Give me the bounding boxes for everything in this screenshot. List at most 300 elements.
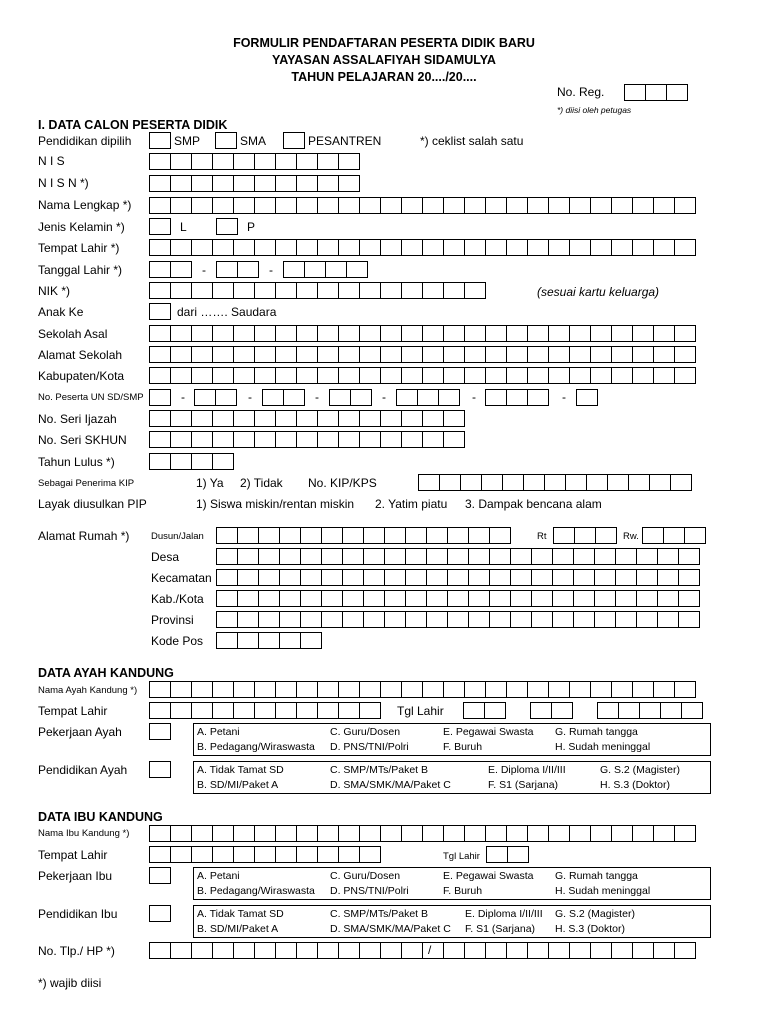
char-cell[interactable] [149,218,171,235]
char-cell[interactable] [283,261,305,278]
char-cell[interactable] [380,825,402,842]
char-cell[interactable] [468,611,490,628]
char-cell[interactable] [212,431,234,448]
char-cell[interactable] [548,239,570,256]
char-cell[interactable] [447,611,469,628]
char-cell[interactable] [317,410,339,427]
char-cell[interactable] [279,590,301,607]
nisn-boxes[interactable] [149,175,360,192]
char-cell[interactable] [279,548,301,565]
char-cell[interactable] [170,681,192,698]
char-cell[interactable] [405,569,427,586]
char-cell[interactable] [296,825,318,842]
char-cell[interactable] [283,389,305,406]
char-cell[interactable] [149,389,171,406]
pendidikan-ayah-box[interactable] [149,761,171,778]
char-cell[interactable] [317,825,339,842]
char-cell[interactable] [666,84,688,101]
char-cell[interactable] [569,942,591,959]
tgl-month-boxes[interactable] [216,261,259,278]
char-cell[interactable] [422,410,444,427]
char-cell[interactable] [191,431,213,448]
char-cell[interactable] [317,153,339,170]
char-cell[interactable] [594,590,616,607]
char-cell[interactable] [422,431,444,448]
char-cell[interactable] [632,942,654,959]
char-cell[interactable] [254,282,276,299]
char-cell[interactable] [544,474,566,491]
char-cell[interactable] [170,239,192,256]
char-cell[interactable] [283,132,305,149]
char-cell[interactable] [611,681,633,698]
char-cell[interactable] [258,569,280,586]
char-cell[interactable] [321,611,343,628]
char-cell[interactable] [216,527,238,544]
char-cell[interactable] [216,590,238,607]
char-cell[interactable] [233,431,255,448]
char-cell[interactable] [485,197,507,214]
char-cell[interactable] [489,569,511,586]
char-cell[interactable] [338,197,360,214]
char-cell[interactable] [296,153,318,170]
char-cell[interactable] [422,282,444,299]
char-cell[interactable] [363,548,385,565]
char-cell[interactable] [678,590,700,607]
char-cell[interactable] [296,325,318,342]
char-cell[interactable] [438,389,460,406]
kecamatan-boxes[interactable] [216,569,700,586]
noreg-boxes[interactable] [624,84,688,101]
char-cell[interactable] [401,431,423,448]
checkbox-pesantren[interactable] [283,132,305,149]
char-cell[interactable] [254,702,276,719]
char-cell[interactable] [149,846,171,863]
char-cell[interactable] [237,527,259,544]
char-cell[interactable] [569,197,591,214]
char-cell[interactable] [233,153,255,170]
char-cell[interactable] [317,346,339,363]
char-cell[interactable] [149,942,171,959]
char-cell[interactable] [422,367,444,384]
char-cell[interactable] [317,325,339,342]
char-cell[interactable] [447,548,469,565]
char-cell[interactable] [653,825,675,842]
char-cell[interactable] [653,367,675,384]
char-cell[interactable] [527,325,549,342]
char-cell[interactable] [565,474,587,491]
char-cell[interactable] [674,825,696,842]
char-cell[interactable] [363,527,385,544]
checkbox-p[interactable] [216,218,238,235]
char-cell[interactable] [548,681,570,698]
kabupaten-boxes[interactable] [149,367,696,384]
char-cell[interactable] [296,410,318,427]
char-cell[interactable] [401,325,423,342]
char-cell[interactable] [275,702,297,719]
char-cell[interactable] [275,282,297,299]
char-cell[interactable] [300,611,322,628]
kodepos-boxes[interactable] [216,632,322,649]
pekerjaan-ayah-box[interactable] [149,723,171,740]
char-cell[interactable] [552,569,574,586]
char-cell[interactable] [149,681,171,698]
char-cell[interactable] [279,632,301,649]
char-cell[interactable] [212,702,234,719]
char-cell[interactable] [212,346,234,363]
char-cell[interactable] [191,239,213,256]
char-cell[interactable] [611,942,633,959]
char-cell[interactable] [191,453,213,470]
char-cell[interactable] [275,431,297,448]
tempat-ayah-boxes[interactable] [149,702,381,719]
char-cell[interactable] [418,474,440,491]
char-cell[interactable] [233,325,255,342]
char-cell[interactable] [317,197,339,214]
char-cell[interactable] [275,153,297,170]
char-cell[interactable] [191,681,213,698]
char-cell[interactable] [405,611,427,628]
checkbox-sma[interactable] [215,132,237,149]
char-cell[interactable] [380,239,402,256]
peserta-box-7[interactable] [576,389,598,406]
char-cell[interactable] [632,825,654,842]
char-cell[interactable] [569,325,591,342]
char-cell[interactable] [380,325,402,342]
char-cell[interactable] [489,548,511,565]
char-cell[interactable] [216,569,238,586]
char-cell[interactable] [632,239,654,256]
char-cell[interactable] [439,474,461,491]
char-cell[interactable] [485,367,507,384]
char-cell[interactable] [636,569,658,586]
char-cell[interactable] [296,197,318,214]
char-cell[interactable] [443,410,465,427]
char-cell[interactable] [551,702,573,719]
char-cell[interactable] [468,548,490,565]
char-cell[interactable] [422,239,444,256]
char-cell[interactable] [653,239,675,256]
char-cell[interactable] [216,218,238,235]
char-cell[interactable] [216,261,238,278]
char-cell[interactable] [191,175,213,192]
char-cell[interactable] [615,569,637,586]
char-cell[interactable] [212,153,234,170]
char-cell[interactable] [649,474,671,491]
char-cell[interactable] [489,590,511,607]
char-cell[interactable] [296,367,318,384]
char-cell[interactable] [317,175,339,192]
char-cell[interactable] [485,942,507,959]
char-cell[interactable] [338,825,360,842]
char-cell[interactable] [653,681,675,698]
char-cell[interactable] [530,702,552,719]
char-cell[interactable] [215,132,237,149]
char-cell[interactable] [380,282,402,299]
char-cell[interactable] [346,261,368,278]
char-cell[interactable] [149,453,171,470]
anak-ke-box[interactable] [149,303,171,320]
peserta-box-4[interactable] [329,389,372,406]
char-cell[interactable] [464,325,486,342]
char-cell[interactable] [405,527,427,544]
char-cell[interactable] [191,282,213,299]
char-cell[interactable] [212,846,234,863]
char-cell[interactable] [401,942,423,959]
char-cell[interactable] [468,590,490,607]
char-cell[interactable] [384,611,406,628]
char-cell[interactable] [663,527,685,544]
char-cell[interactable] [149,346,171,363]
char-cell[interactable] [359,346,381,363]
char-cell[interactable] [611,325,633,342]
kab-boxes[interactable] [216,590,700,607]
char-cell[interactable] [460,474,482,491]
char-cell[interactable] [233,942,255,959]
char-cell[interactable] [485,825,507,842]
char-cell[interactable] [586,474,608,491]
char-cell[interactable] [233,282,255,299]
char-cell[interactable] [275,410,297,427]
char-cell[interactable] [531,590,553,607]
char-cell[interactable] [254,825,276,842]
char-cell[interactable] [233,367,255,384]
seri-skhun-boxes[interactable] [149,431,465,448]
rw-boxes[interactable] [642,527,706,544]
char-cell[interactable] [422,825,444,842]
char-cell[interactable] [636,548,658,565]
tempat-lahir-boxes[interactable] [149,239,696,256]
char-cell[interactable] [553,527,575,544]
char-cell[interactable] [552,611,574,628]
char-cell[interactable] [489,527,511,544]
char-cell[interactable] [506,367,528,384]
char-cell[interactable] [279,611,301,628]
char-cell[interactable] [443,367,465,384]
char-cell[interactable] [300,590,322,607]
char-cell[interactable] [527,825,549,842]
char-cell[interactable] [548,825,570,842]
char-cell[interactable] [552,548,574,565]
char-cell[interactable] [317,681,339,698]
char-cell[interactable] [149,175,171,192]
char-cell[interactable] [212,453,234,470]
char-cell[interactable] [216,632,238,649]
char-cell[interactable] [254,681,276,698]
char-cell[interactable] [653,197,675,214]
char-cell[interactable] [463,702,485,719]
char-cell[interactable] [401,239,423,256]
char-cell[interactable] [426,590,448,607]
char-cell[interactable] [329,389,351,406]
char-cell[interactable] [443,681,465,698]
char-cell[interactable] [149,239,171,256]
char-cell[interactable] [212,825,234,842]
char-cell[interactable] [422,325,444,342]
char-cell[interactable] [485,346,507,363]
char-cell[interactable] [338,153,360,170]
char-cell[interactable] [317,239,339,256]
char-cell[interactable] [484,702,506,719]
char-cell[interactable] [618,702,640,719]
char-cell[interactable] [615,611,637,628]
char-cell[interactable] [426,548,448,565]
char-cell[interactable] [548,197,570,214]
char-cell[interactable] [233,681,255,698]
char-cell[interactable] [363,611,385,628]
char-cell[interactable] [170,175,192,192]
char-cell[interactable] [170,825,192,842]
char-cell[interactable] [443,239,465,256]
char-cell[interactable] [254,325,276,342]
char-cell[interactable] [275,825,297,842]
char-cell[interactable] [317,702,339,719]
char-cell[interactable] [569,825,591,842]
char-cell[interactable] [233,346,255,363]
char-cell[interactable] [569,346,591,363]
char-cell[interactable] [212,197,234,214]
char-cell[interactable] [212,325,234,342]
char-cell[interactable] [485,389,507,406]
peserta-box-2[interactable] [194,389,237,406]
char-cell[interactable] [254,239,276,256]
char-cell[interactable] [212,175,234,192]
char-cell[interactable] [254,197,276,214]
char-cell[interactable] [191,942,213,959]
char-cell[interactable] [611,239,633,256]
char-cell[interactable] [191,153,213,170]
char-cell[interactable] [359,282,381,299]
char-cell[interactable] [300,548,322,565]
char-cell[interactable] [674,367,696,384]
char-cell[interactable] [678,548,700,565]
char-cell[interactable] [170,325,192,342]
char-cell[interactable] [321,569,343,586]
char-cell[interactable] [642,527,664,544]
char-cell[interactable] [254,175,276,192]
char-cell[interactable] [296,282,318,299]
char-cell[interactable] [653,325,675,342]
char-cell[interactable] [149,702,171,719]
char-cell[interactable] [359,942,381,959]
char-cell[interactable] [216,548,238,565]
char-cell[interactable] [233,825,255,842]
char-cell[interactable] [237,261,259,278]
char-cell[interactable] [321,548,343,565]
char-cell[interactable] [506,197,528,214]
nama-ayah-boxes[interactable] [149,681,696,698]
char-cell[interactable] [149,325,171,342]
char-cell[interactable] [300,527,322,544]
char-cell[interactable] [212,282,234,299]
char-cell[interactable] [191,325,213,342]
char-cell[interactable] [443,282,465,299]
char-cell[interactable] [611,197,633,214]
char-cell[interactable] [191,846,213,863]
char-cell[interactable] [342,590,364,607]
char-cell[interactable] [191,825,213,842]
char-cell[interactable] [595,527,617,544]
char-cell[interactable] [674,942,696,959]
char-cell[interactable] [624,84,646,101]
char-cell[interactable] [510,611,532,628]
char-cell[interactable] [275,846,297,863]
tgl-day-boxes[interactable] [149,261,192,278]
char-cell[interactable] [237,611,259,628]
rt-boxes[interactable] [553,527,617,544]
char-cell[interactable] [212,681,234,698]
char-cell[interactable] [254,153,276,170]
char-cell[interactable] [170,346,192,363]
desa-boxes[interactable] [216,548,700,565]
char-cell[interactable] [338,410,360,427]
char-cell[interactable] [594,611,616,628]
char-cell[interactable] [636,611,658,628]
tgl-year-boxes[interactable] [283,261,368,278]
char-cell[interactable] [422,197,444,214]
char-cell[interactable] [296,175,318,192]
char-cell[interactable] [681,702,703,719]
char-cell[interactable] [569,239,591,256]
char-cell[interactable] [422,942,444,959]
char-cell[interactable] [611,367,633,384]
nis-boxes[interactable] [149,153,360,170]
char-cell[interactable] [363,590,385,607]
tahun-lulus-boxes[interactable] [149,453,234,470]
char-cell[interactable] [149,367,171,384]
char-cell[interactable] [443,431,465,448]
char-cell[interactable] [594,548,616,565]
char-cell[interactable] [594,569,616,586]
char-cell[interactable] [447,527,469,544]
char-cell[interactable] [275,942,297,959]
char-cell[interactable] [359,197,381,214]
char-cell[interactable] [342,569,364,586]
peserta-box-3[interactable] [262,389,305,406]
char-cell[interactable] [258,611,280,628]
nik-boxes[interactable] [149,282,486,299]
char-cell[interactable] [485,325,507,342]
char-cell[interactable] [317,367,339,384]
char-cell[interactable] [254,346,276,363]
char-cell[interactable] [468,527,490,544]
char-cell[interactable] [396,389,418,406]
sekolah-asal-boxes[interactable] [149,325,696,342]
char-cell[interactable] [338,282,360,299]
char-cell[interactable] [254,367,276,384]
char-cell[interactable] [317,431,339,448]
alamat-sekolah-boxes[interactable] [149,346,696,363]
char-cell[interactable] [191,346,213,363]
char-cell[interactable] [296,702,318,719]
char-cell[interactable] [464,825,486,842]
char-cell[interactable] [464,282,486,299]
char-cell[interactable] [215,389,237,406]
char-cell[interactable] [149,905,171,922]
char-cell[interactable] [464,681,486,698]
char-cell[interactable] [678,569,700,586]
char-cell[interactable] [170,153,192,170]
char-cell[interactable] [170,367,192,384]
char-cell[interactable] [506,325,528,342]
char-cell[interactable] [569,681,591,698]
tgl-ayah-year[interactable] [597,702,703,719]
char-cell[interactable] [321,590,343,607]
char-cell[interactable] [275,367,297,384]
char-cell[interactable] [237,590,259,607]
char-cell[interactable] [275,239,297,256]
char-cell[interactable] [149,723,171,740]
tgl-ibu-boxes[interactable] [486,846,529,863]
